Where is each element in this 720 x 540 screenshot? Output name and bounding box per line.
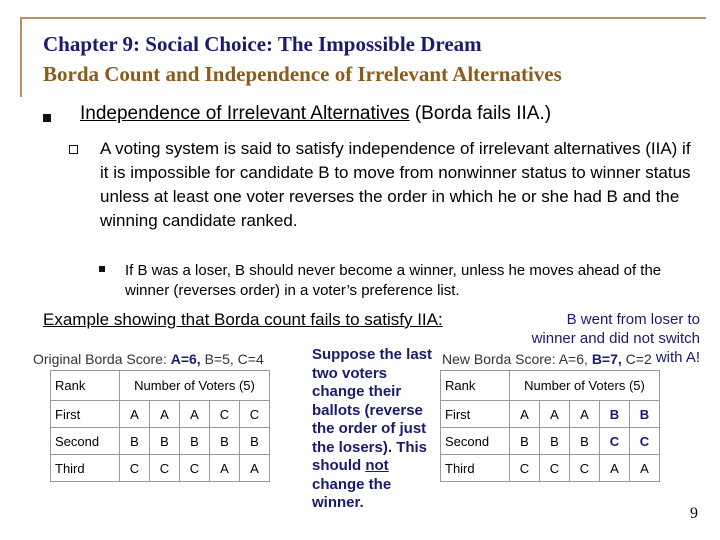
vote-cell: B <box>240 428 270 455</box>
table-header-row <box>441 371 660 401</box>
note-part1: Suppose the last two voters change their ballots (reverse the order of just the losers). This should <box>312 346 433 474</box>
frame-top-rule <box>20 17 706 19</box>
vote-cell: B <box>180 428 210 455</box>
vote-cell: C <box>540 455 570 482</box>
table-row <box>441 401 660 428</box>
vote-cell: C <box>510 455 540 482</box>
bullet-level1 <box>80 103 551 125</box>
vote-cell: A <box>630 455 660 482</box>
slide-title: Chapter 9: Social Choice: The Impossible Dream <box>43 32 482 56</box>
bullet-square-icon <box>43 114 51 122</box>
example-heading: Example showing that Borda count fails to satisfy IIA: <box>43 310 443 329</box>
vote-cell: A <box>150 401 180 428</box>
side-note: B went from loser to winner and did not switch with A! <box>531 311 700 366</box>
vote-cell: B <box>510 428 540 455</box>
vote-cell: A <box>210 455 240 482</box>
vote-cell: B <box>210 428 240 455</box>
vote-cell: A <box>510 401 540 428</box>
table-row <box>51 455 270 482</box>
new-winner: B=7, <box>591 351 622 367</box>
vote-cell: A <box>240 455 270 482</box>
iia-definition: A voting system is said to satisfy independence of irrelevant alternatives (IIA) if it is impossible for candidate B to move from nonwinner status to winner status unless at least one voter reverses the order in which he or she had B and the winning candidate ranked. <box>100 139 691 230</box>
header-voters: Number of Voters (5) <box>510 371 660 401</box>
ballot-change-note <box>312 346 438 513</box>
table-row <box>51 428 270 455</box>
vote-cell: C <box>180 455 210 482</box>
iia-note: (Borda fails IIA.) <box>409 103 552 124</box>
note-part2: change the winner. <box>312 475 392 511</box>
vote-cell: A <box>120 401 150 428</box>
bullet-hollow-icon <box>69 145 78 154</box>
vote-cell: C <box>210 401 240 428</box>
note-emphasis: not <box>365 457 389 474</box>
rank-cell: Third <box>51 455 120 482</box>
vote-cell: A <box>600 455 630 482</box>
vote-cell: B <box>150 428 180 455</box>
header-rank: Rank <box>51 371 120 401</box>
original-score-rest: B=5, C=4 <box>200 351 264 367</box>
vote-cell: C <box>570 455 600 482</box>
rank-cell: Third <box>441 455 510 482</box>
iia-explanation: If B was a loser, B should never become a winner, unless he moves ahead of the winner (reverses order) in a voter’s preference list. <box>125 262 662 299</box>
original-score-label: Original Borda Score: <box>33 351 171 367</box>
new-score <box>442 351 652 367</box>
vote-cell: B <box>630 401 660 428</box>
vote-cell: A <box>180 401 210 428</box>
bullet-small-icon <box>99 266 105 272</box>
vote-cell: C <box>120 455 150 482</box>
vote-cell: B <box>120 428 150 455</box>
page-number: 9 <box>690 505 698 522</box>
new-score-rest: C=2 <box>621 351 652 367</box>
new-voter-table <box>440 370 660 482</box>
vote-cell: C <box>600 428 630 455</box>
rank-cell: Second <box>441 428 510 455</box>
original-voter-table <box>50 370 270 482</box>
vote-cell: C <box>240 401 270 428</box>
vote-cell: B <box>570 428 600 455</box>
vote-cell: B <box>540 428 570 455</box>
slide-subtitle: Borda Count and Independence of Irrelevant Alternatives <box>43 62 562 86</box>
rank-cell: Second <box>51 428 120 455</box>
original-winner: A=6, <box>170 351 201 367</box>
header-rank: Rank <box>441 371 510 401</box>
vote-cell: A <box>540 401 570 428</box>
table-header-row <box>51 371 270 401</box>
new-score-label: New Borda Score: A=6, <box>442 351 592 367</box>
vote-cell: C <box>150 455 180 482</box>
table-row <box>441 428 660 455</box>
vote-cell: C <box>630 428 660 455</box>
iia-term: Independence of Irrelevant Alternatives <box>80 103 410 124</box>
rank-cell: First <box>441 401 510 428</box>
table-row <box>51 401 270 428</box>
table-row <box>441 455 660 482</box>
vote-cell: A <box>570 401 600 428</box>
header-voters: Number of Voters (5) <box>120 371 270 401</box>
original-score <box>33 351 264 367</box>
vote-cell: B <box>600 401 630 428</box>
rank-cell: First <box>51 401 120 428</box>
frame-left-rule <box>20 17 22 97</box>
